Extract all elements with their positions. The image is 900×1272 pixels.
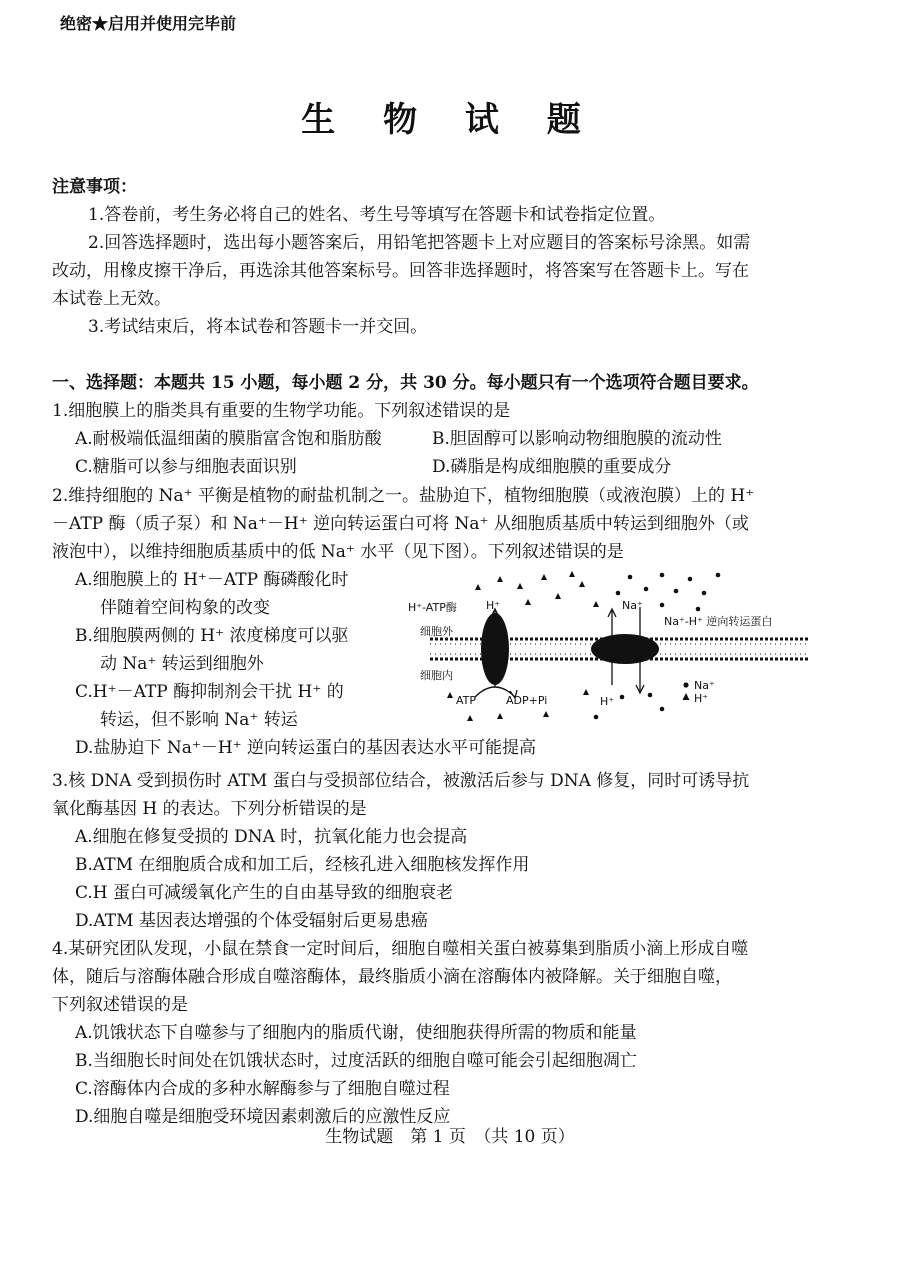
question-2-option-a-line-1: A.细胞膜上的 H⁺－ATP 酶磷酸化时 [75, 570, 349, 590]
question-1-option-a: A.耐极端低温细菌的膜脂富含饱和脂肪酸 [75, 429, 382, 449]
question-2-option-b-line-1: B.细胞膜两侧的 H⁺ 浓度梯度可以驱 [75, 626, 349, 646]
question-2-option-b-line-2: 动 Na⁺ 转运到细胞外 [100, 654, 264, 674]
question-3-option-b: B.ATM 在细胞质合成和加工后，经核孔进入细胞核发挥作用 [75, 855, 530, 875]
notice-heading: 注意事项： [52, 177, 137, 197]
question-3-stem-line-1: 3.核 DNA 受到损伤时 ATM 蛋白与受损部位结合，被激活后参与 DNA 修复，同时可诱导抗 [52, 771, 750, 791]
proton-pump-label: H⁺-ATP酶 [408, 601, 457, 614]
question-2-option-a-line-2: 伴随着空间构象的改变 [100, 598, 270, 618]
question-4-stem-line-3: 下列叙述错误的是 [52, 995, 188, 1015]
section-heading: 一、选择题：本题共 15 小题，每小题 2 分，共 30 分。每小题只有一个选项符合题目要求。 [52, 373, 759, 393]
question-3-option-c: C.H 蛋白可减缓氧化产生的自由基导致的细胞衰老 [75, 883, 454, 903]
question-1-stem: 1.细胞膜上的脂类具有重要的生物学功能。下列叙述错误的是 [52, 401, 511, 421]
adp-label: ADP+Pi [506, 694, 548, 707]
question-4-option-a: A.饥饿状态下自噬参与了细胞内的脂质代谢，使细胞获得所需的物质和能量 [75, 1023, 637, 1043]
question-3-option-d: D.ATM 基因表达增强的个体受辐射后更易患癌 [75, 911, 428, 931]
question-1-option-b: B.胆固醇可以影响动物细胞膜的流动性 [432, 429, 722, 449]
question-4-option-d: D.细胞自噬是细胞受环境因素刺激后的应激性反应 [75, 1107, 451, 1127]
question-2-stem-line-1: 2.维持细胞的 Na⁺ 平衡是植物的耐盐机制之一。盐胁迫下，植物细胞膜（或液泡膜）上的 H⁺ [52, 486, 755, 506]
sodium-top-label: Na⁺ [622, 599, 643, 612]
question-3-option-a: A.细胞在修复受损的 DNA 时，抗氧化能力也会提高 [75, 827, 468, 847]
antiporter-shape [591, 634, 659, 664]
notice-item-3: 3.考试结束后，将本试卷和答题卡一并交回。 [88, 317, 428, 337]
question-4-stem-line-1: 4.某研究团队发现，小鼠在禁食一定时间后，细胞自噬相关蛋白被募集到脂质小滴上形成自噬 [52, 939, 749, 959]
legend-sodium-label: Na⁺ [694, 679, 715, 692]
notice-item-2-line-1: 2.回答选择题时，选出每小题答案后，用铅笔把答题卡上对应题目的答案标号涂黑。如需 [88, 233, 751, 253]
question-2-stem-line-2: －ATP 酶（质子泵）和 Na⁺－H⁺ 逆向转运蛋白可将 Na⁺ 从细胞质基质中转运到细胞外（或 [52, 514, 749, 534]
notice-item-2-line-3: 本试卷上无效。 [52, 289, 171, 309]
membrane-transport-diagram [400, 567, 820, 727]
antiporter-label: Na⁺-H⁺ 逆向转运蛋白 [664, 615, 773, 628]
atp-label: ATP [456, 694, 477, 707]
inside-ions [447, 682, 690, 721]
question-4-stem-line-2: 体，随后与溶酶体融合形成自噬溶酶体，最终脂质小滴在溶酶体内被降解。关于细胞自噬， [52, 967, 732, 987]
page-footer: 生物试题 第 1 页 （共 10 页） [325, 1127, 575, 1147]
question-4-option-c: C.溶酶体内合成的多种水解酶参与了细胞自噬过程 [75, 1079, 450, 1099]
question-1-option-c: C.糖脂可以参与细胞表面识别 [75, 457, 297, 477]
extracellular-label: 细胞外 [420, 625, 453, 638]
page-title: 生 物 试 题 [301, 100, 599, 140]
notice-item-1: 1.答卷前，考生务必将自己的姓名、考生号等填写在答题卡和试卷指定位置。 [88, 205, 666, 225]
question-2-option-c-line-2: 转运，但不影响 Na⁺ 转运 [100, 710, 298, 730]
question-1-option-d: D.磷脂是构成细胞膜的重要成分 [432, 457, 672, 477]
question-3-stem-line-2: 氧化酶基因 H 的表达。下列分析错误的是 [52, 799, 367, 819]
question-2-option-d: D.盐胁迫下 Na⁺－H⁺ 逆向转运蛋白的基因表达水平可能提高 [75, 738, 537, 758]
question-2-stem-line-3: 液泡中），以维持细胞质基质中的低 Na⁺ 水平（见下图）。下列叙述错误的是 [52, 542, 624, 562]
proton-bottom-label: H⁺ [600, 695, 615, 708]
question-2-option-c-line-1: C.H⁺－ATP 酶抑制剂会干扰 H⁺ 的 [75, 682, 344, 702]
proton-top-label: H⁺ [486, 599, 501, 612]
outside-ions [475, 571, 720, 611]
intracellular-label: 细胞内 [420, 669, 453, 682]
legend-proton-label: H⁺ [694, 692, 709, 705]
notice-item-2-line-2: 改动，用橡皮擦干净后，再选涂其他答案标号。回答非选择题时，将答案写在答题卡上。写在 [52, 261, 749, 281]
question-4-option-b: B.当细胞长时间处在饥饿状态时，过度活跃的细胞自噬可能会引起细胞凋亡 [75, 1051, 637, 1071]
confidential-label: 绝密★启用并使用完毕前 [60, 14, 237, 33]
